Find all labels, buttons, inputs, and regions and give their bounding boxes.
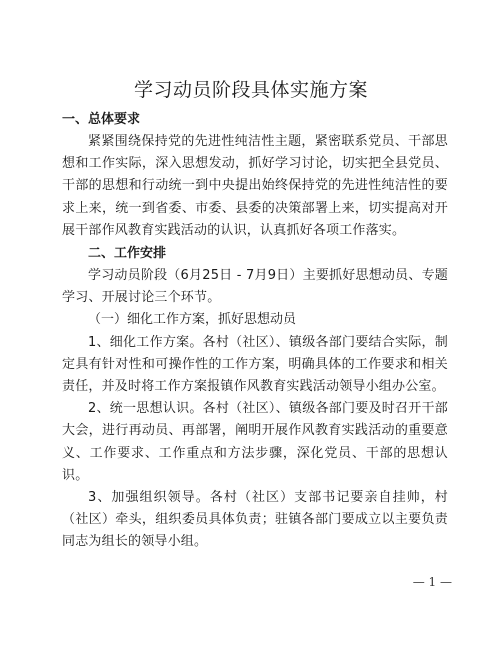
list-item: 1、细化工作方案。各村（社区）、镇级各部门要结合实际，制定具有针对性和可操作性的工作方案，明确具体的工作要求和相关责任，并及时将工作方案报镇作风教育实践活动领导小组办公室。 [62,334,448,395]
section-heading-work-arrangement: 二、工作安排 [88,246,167,262]
general-requirements-paragraph: 紧紧围绕保持党的先进性纯洁性主题，紧密联系党员、干部思想和工作实际，深入思想发动，抓好学习讨论，切实把全县党员、干部的思想和行动统一到中央提出始终保持党的先进性纯洁性的要求上来，统一到省委、市委、县委的决策部署上来，切实提高对开展干部作风教育实践活动的认识，认真抓好各项工作落实。 [62,134,448,238]
list-item: 3、加强组织领导。各村（社区）支部书记要亲自挂帅，村（社区）牵头，组织委员具体负责；驻镇各部门要成立以主要负责同志为组长的领导小组。 [62,490,448,550]
work-arrangement-paragraph: 学习动员阶段（6月25日 - 7月9日）主要抓好思想动员、专题学习、开展讨论三个环节。 [62,268,448,306]
list-item: 2、统一思想认识。各村（社区）、镇级各部门要及时召开干部大会，进行再动员、再部署，阐明开展作风教育实践活动的重要意义、工作要求、工作重点和方法步骤，深化党员、干部的思想认识。 [62,401,448,483]
page-number: — 1 — [412,575,452,589]
work-arrangement-subheading: （一）细化工作方案，抓好思想动员 [88,312,297,328]
document-title: 学习动员阶段具体实施方案 [133,79,368,101]
section-heading-general-requirements: 一、总体要求 [62,112,141,127]
document-body [62,108,448,554]
